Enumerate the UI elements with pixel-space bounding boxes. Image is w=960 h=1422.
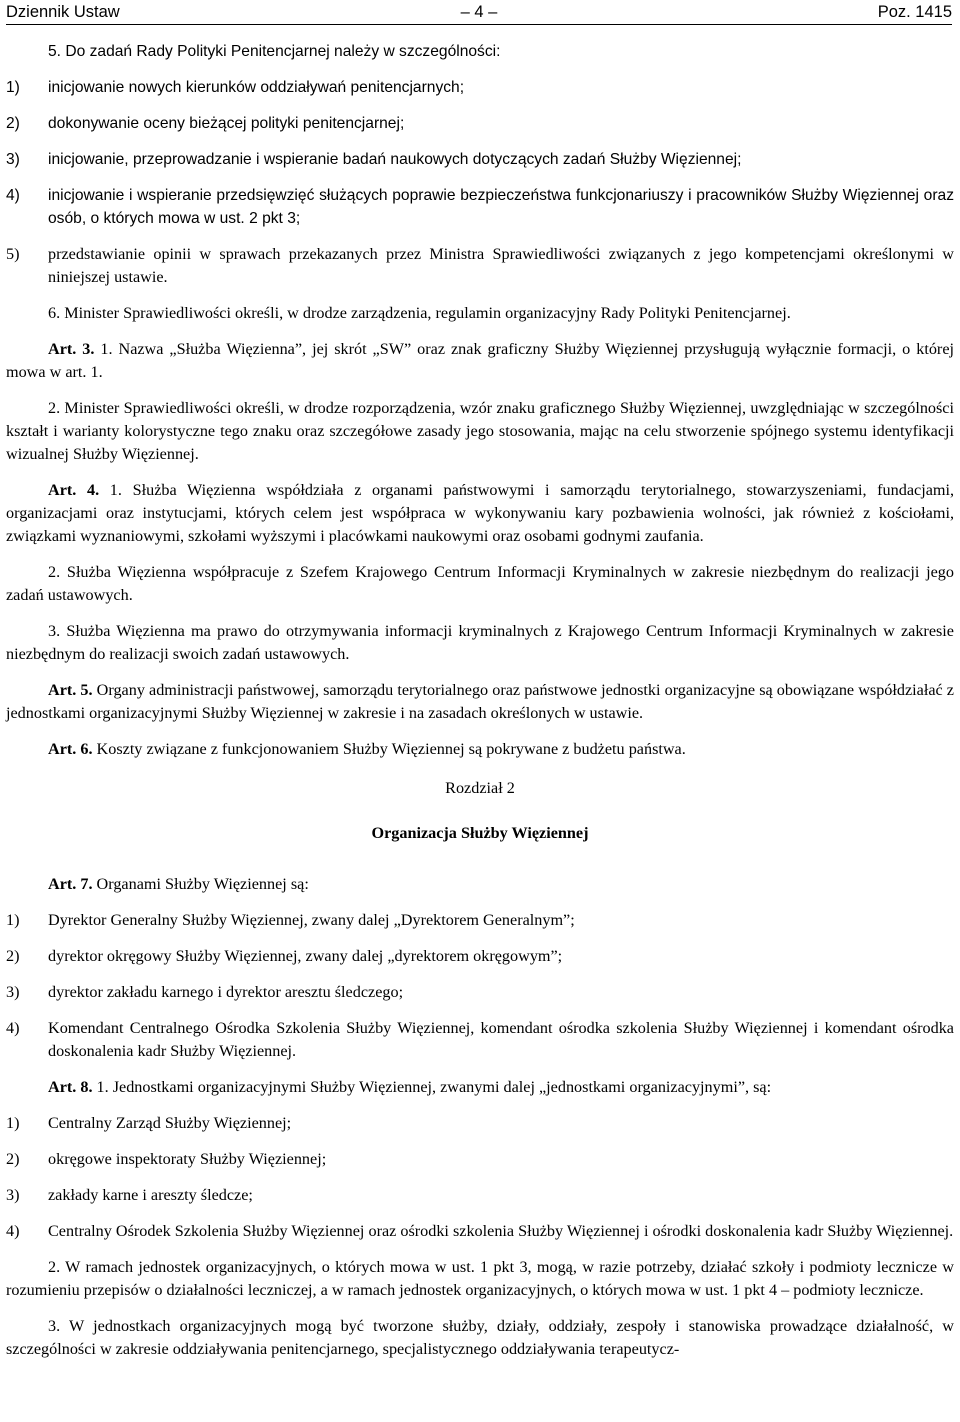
list-item: 4) Centralny Ośrodek Szkolenia Służby Więziennej oraz ośrodki szkolenia Służby Więziennej i ośrodki doskonalenia kadr Służby Więziennej.: [6, 1222, 954, 1240]
art-4-para-1: Art. 4. 1. Służba Więzienna współdziała z organami państwowymi i samorządu terytorialnego, stowarzyszeniami, fundacjami, organizacjami oraz instytucjami, których celem jest współpraca w wykonywaniu kary pozbawienia wolności, jak również z kościołami, związkami wyznaniowymi, szkołami wyższymi i placówkami naukowymi oraz osobami godnymi zaufania.: [6, 481, 955, 545]
list-item: 4) inicjowanie i wspieranie przedsięwzięć służących poprawie bezpieczeństwa funkcjonariuszy i pracowników Służby Więziennej oraz osób, o których mowa w ust. 2 pkt 3;: [6, 187, 954, 227]
position-number: Poz. 1415: [877, 3, 952, 21]
list-item: 3) dyrektor zakładu karnego i dyrektor aresztu śledczego;: [6, 983, 404, 1001]
art-8-intro: Art. 8. 1. Jednostkami organizacyjnymi Służby Więziennej, zwanymi dalej „jednostkami organizacyjnymi”, są:: [48, 1078, 772, 1096]
art-4-para-3: 3. Służba Więzienna ma prawo do otrzymywania informacji kryminalnych z Krajowego Centrum Informacji Kryminalnych w zakresie niezbędnym do realizacji swoich zadań ustawowych.: [6, 622, 954, 663]
page-number: – 4 –: [460, 3, 498, 21]
list-item: 3) inicjowanie, przeprowadzanie i wspieranie badań naukowych dotyczących zadań Służby Więziennej;: [6, 151, 742, 168]
art-8-para-3: 3. W jednostkach organizacyjnych mogą być tworzone służby, działy, oddziały, zespoły i stanowiska prowadzące działalność, w szczególności w zakresie oddziaływania penitencjarnego, specjalistycznego oddziaływania terapeutycz-: [6, 1317, 954, 1358]
list-item: 1) Dyrektor Generalny Służby Więziennej, zwany dalej „Dyrektorem Generalnym”;: [6, 911, 575, 929]
art-5: Art. 5. Organy administracji państwowej, samorządu terytorialnego oraz państwowe jednostki organizacyjne są obowiązane współdziałać z jednostkami organizacyjnymi Służby Więziennej w zakresie i na zasadach określonych w ustawie.: [6, 681, 954, 722]
list-item: 4) Komendant Centralnego Ośrodka Szkolenia Służby Więziennej, komendant ośrodka szkolenia Służby Więziennej i komendant ośrodka doskonalenia kadr Służby Więziennej.: [6, 1019, 954, 1060]
para-5-list: [6, 76, 954, 230]
art-7-intro: Art. 7. Organami Służby Więziennej są:: [48, 875, 309, 893]
list-item: 2) okręgowe inspektoraty Służby Więziennej;: [6, 1150, 327, 1168]
document-body: [6, 40, 954, 1361]
list-item: 2) dyrektor okręgowy Służby Więziennej, zwany dalej „dyrektorem okręgowym”;: [6, 947, 563, 965]
chapter-title: Organizacja Służby Więziennej: [371, 824, 589, 842]
art-4-para-2: 2. Służba Więzienna współpracuje z Szefem Krajowego Centrum Informacji Kryminalnych w zakresie niezbędnym do realizacji jego zadań ustawowych.: [6, 563, 954, 604]
art-3-para-2: 2. Minister Sprawiedliwości określi, w drodze rozporządzenia, wzór znaku graficznego Służby Więziennej, uwzględniając w szczególności kształt i warianty kolorystyczne tego znaku oraz szczegółowe zasady jego stosowania, mając na celu stworzenie spójnego systemu identyfikacji wizualnej Służby Więziennej.: [6, 399, 954, 463]
list-item: 5) przedstawianie opinii w sprawach przekazanych przez Ministra Sprawiedliwości związanych z jego kompetencjami określonymi w niniejszej ustawie.: [6, 245, 954, 286]
art-8-para-2: 2. W ramach jednostek organizacyjnych, o których mowa w ust. 1 pkt 3, mogą, w razie potrzeby, działać szkoły i podmioty lecznicze w rozumieniu przepisów o działalności leczniczej, a w ramach jednostek organizacyjnych, o których mowa w ust. 1 pkt 4 – podmioty lecznicze.: [6, 1258, 954, 1299]
list-item: 1) inicjowanie nowych kierunków oddziaływań penitencjarnych;: [6, 79, 465, 96]
list-item: 2) dokonywanie oceny bieżącej polityki penitencjarnej;: [6, 115, 405, 132]
page-header: [6, 0, 952, 25]
list-item: 3) zakłady karne i areszty śledcze;: [6, 1186, 253, 1204]
para-5: 5. Do zadań Rady Polityki Penitencjarnej należy w szczególności:: [48, 43, 501, 60]
journal-title: Dziennik Ustaw: [6, 3, 120, 21]
para-6: 6. Minister Sprawiedliwości określi, w drodze zarządzenia, regulamin organizacyjny Rady Polityki Penitencjarnej.: [48, 304, 791, 322]
art-3-para-1: Art. 3. 1. Nazwa „Służba Więzienna”, jej skrót „SW” oraz znak graficzny Służby Więziennej przysługują wyłącznie formacji, o której mowa w art. 1.: [6, 340, 955, 381]
list-item: 1) Centralny Zarząd Służby Więziennej;: [6, 1114, 292, 1132]
chapter-number: Rozdział 2: [445, 779, 515, 797]
art-6: Art. 6. Koszty związane z funkcjonowaniem Służby Więziennej są pokrywane z budżetu państwa.: [48, 740, 686, 758]
